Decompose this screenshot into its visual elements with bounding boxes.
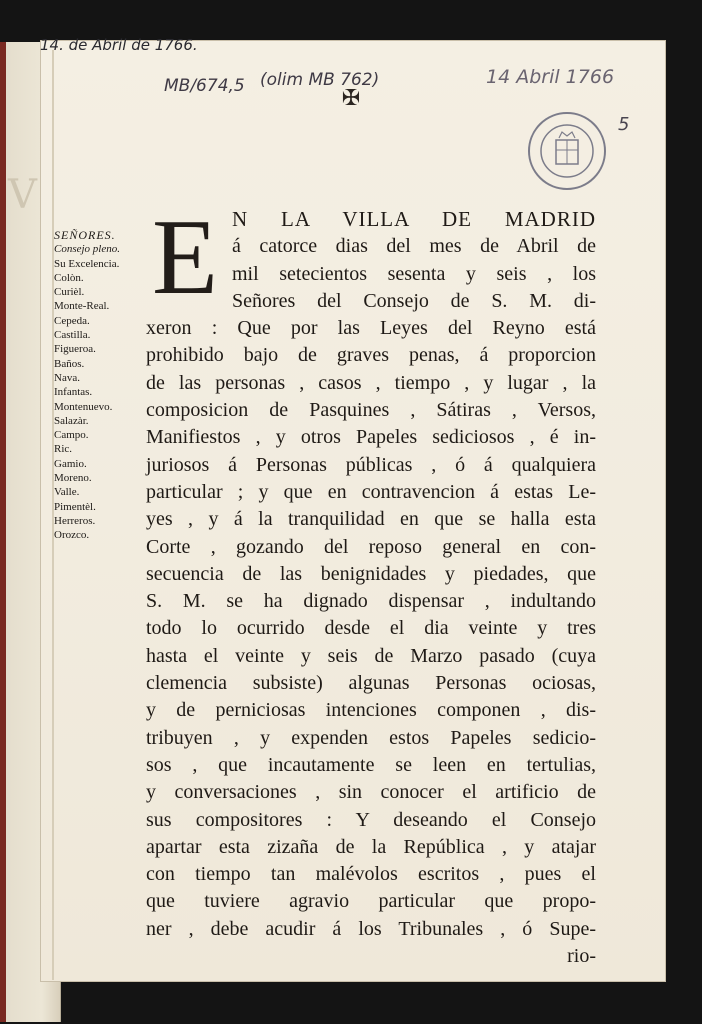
text-line: todo lo ocurrido desde el dia veinte y tres xyxy=(146,617,596,640)
text-line: yes , y á la tranquilidad en que se halla esta xyxy=(146,508,596,531)
decorated-initial: E xyxy=(152,198,218,317)
text-line: N LA VILLA DE MADRID xyxy=(232,207,596,231)
bleed-through-letter: V xyxy=(8,172,37,218)
text-line: Señores del Consejo de S. M. di- xyxy=(232,289,596,312)
member-name: Herreros. xyxy=(54,514,96,527)
text-line: y de perniciosas intenciones componen , dis- xyxy=(146,699,596,722)
text-line: prohibido bajo de graves penas, á proporcion xyxy=(146,344,596,367)
olim-note: (olim MB 762) xyxy=(260,70,380,90)
folio-number: 5 xyxy=(618,114,630,135)
text-line: Corte , gozando del reposo general en con- xyxy=(146,535,596,558)
binding-edge xyxy=(0,42,6,1022)
maltese-cross-icon: ✠ xyxy=(341,86,361,111)
member-name: Orozco. xyxy=(54,529,90,542)
text-line: ner , debe acudir á los Tribunales , ó Supe- xyxy=(146,917,596,940)
member-name: Moreno. xyxy=(54,472,92,485)
text-line: sos , que incautamente se leen en tertulias, xyxy=(146,753,596,776)
member-name: Infantas. xyxy=(54,386,93,399)
member-name: Nava. xyxy=(54,371,80,384)
text-line: con tiempo tan malévolos escritos , pues el xyxy=(146,863,596,886)
text-line: y conversaciones , sin conocer el artificio de xyxy=(146,781,596,804)
council-members-list xyxy=(54,228,142,543)
text-line: hasta el veinte y seis de Marzo pasado (cuya xyxy=(146,644,596,667)
text-line: secuencia de las benignidades y piedades, que xyxy=(146,562,596,585)
member-name: Figueroa. xyxy=(54,343,96,356)
member-name: Campo. xyxy=(54,429,89,442)
shelfmark-note: MB/674,5 xyxy=(164,76,245,96)
member-name: Baños. xyxy=(54,357,85,370)
member-name: Gamio. xyxy=(54,457,87,470)
member-name: Monte-Real. xyxy=(54,300,110,313)
text-line: apartar esta zizaña de la República , y atajar xyxy=(146,835,596,858)
handwritten-date-note: 14. de Abril de 1766. xyxy=(40,36,198,54)
text-line: á catorce dias del mes de Abril de xyxy=(232,235,596,258)
text-line: de las personas , casos , tiempo , y lugar , la xyxy=(146,371,596,394)
text-line: juriosos á Personas públicas , ó á qualquiera xyxy=(146,453,596,476)
text-line: xeron : Que por las Leyes del Reyno está xyxy=(146,317,596,340)
member-name: Su Excelencia. xyxy=(54,257,120,270)
ex-libris-stamp xyxy=(526,110,608,192)
document-page xyxy=(40,36,666,982)
text-line: clemencia subsiste) algunas Personas ociosas, xyxy=(146,672,596,695)
sidebar-title: SEÑORES. xyxy=(54,228,116,242)
member-name: Salazàr. xyxy=(54,414,89,427)
text-line: sus compositores : Y deseando el Consejo xyxy=(146,808,596,831)
sidebar-subtitle: Consejo pleno. xyxy=(54,243,120,256)
catchword: rio- xyxy=(567,945,596,968)
member-name: Castilla. xyxy=(54,329,91,342)
text-line: composicion de Pasquines , Sátiras , Versos, xyxy=(146,399,596,422)
text-line: S. M. se ha dignado dispensar , indultando xyxy=(146,590,596,613)
text-line: particular ; y que en contravencion á estas Le- xyxy=(146,480,596,503)
pencil-date-note: 14 Abril 1766 xyxy=(486,66,615,88)
member-name: Cepeda. xyxy=(54,314,90,327)
member-name: Curièl. xyxy=(54,286,85,299)
text-line: tribuyen , y expenden estos Papeles sedicio- xyxy=(146,726,596,749)
text-line: Manifiestos , y otros Papeles sediciosos , é in- xyxy=(146,426,596,449)
member-name: Ric. xyxy=(54,443,73,456)
member-name: Montenuevo. xyxy=(54,400,113,413)
member-name: Colòn. xyxy=(54,271,84,284)
member-name: Valle. xyxy=(54,486,80,499)
decree-body-text xyxy=(146,198,596,970)
text-line: que tuviere agravio particular que propo- xyxy=(146,890,596,913)
text-line: mil setecientos sesenta y seis , los xyxy=(232,262,596,285)
member-name: Pimentèl. xyxy=(54,500,96,513)
